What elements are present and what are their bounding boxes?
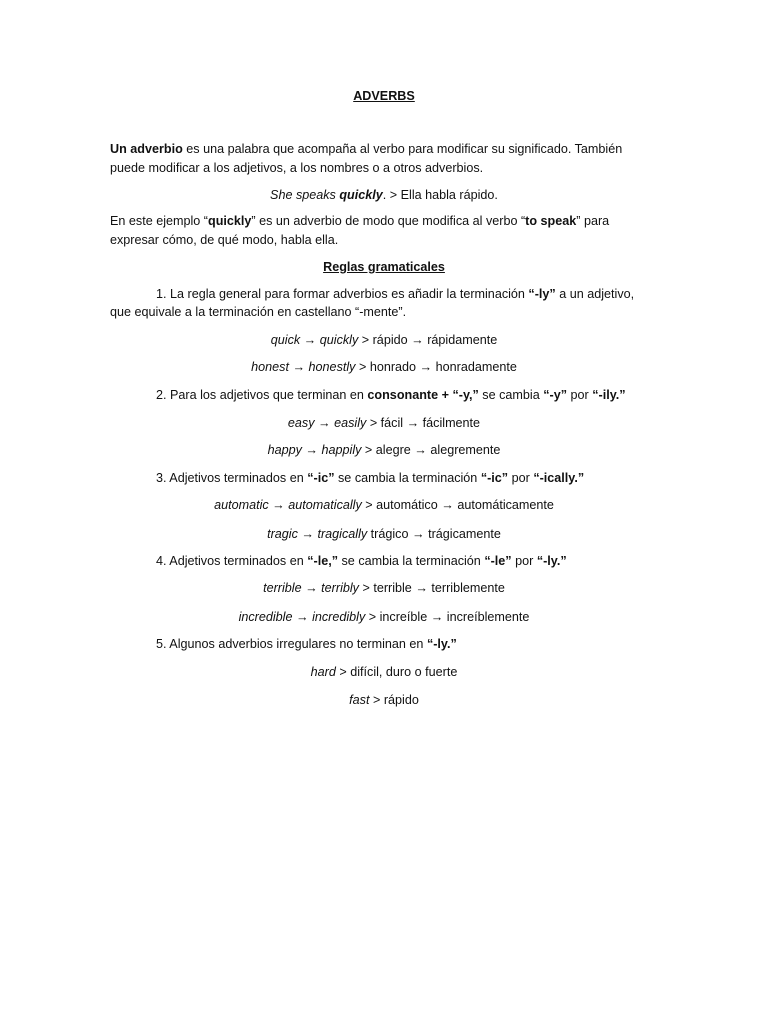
example-line — [0, 579, 768, 598]
rule-suffix: “-ic” — [480, 471, 509, 485]
arrow-icon: → — [268, 498, 289, 512]
arrow-icon: → — [292, 610, 313, 624]
rule-3 — [156, 469, 584, 488]
example-translation: > terrible → terriblemente — [358, 581, 505, 595]
example-line — [0, 525, 768, 544]
arrow-icon: → — [301, 581, 322, 595]
arrow-icon: → — [297, 527, 318, 541]
example-translation: > honrado → honradamente — [355, 360, 517, 374]
example-translation: > rápido → rápidamente — [358, 333, 498, 347]
example-adjective: tragic — [267, 527, 298, 541]
example-adverb: fast — [349, 693, 370, 707]
example-translation: > fácil → fácilmente — [366, 416, 481, 430]
arrow-icon: → — [288, 360, 309, 374]
rule-1-continuation: que equivale a la terminación en castellano “-mente”. — [110, 305, 407, 319]
example-adverb: honestly — [308, 360, 356, 374]
rule-text: por — [511, 554, 537, 568]
example-translation: > increíble → increíblemente — [365, 610, 530, 624]
rule-suffix: consonante + “-y,” — [367, 388, 479, 402]
example-translation: > rápido — [369, 693, 419, 707]
arrow-icon: → — [301, 443, 322, 457]
explanation-word: quickly — [208, 214, 252, 228]
rule-2 — [156, 386, 626, 405]
example-sentence — [0, 186, 768, 205]
rule-suffix: “-ly” — [528, 287, 556, 301]
example-adverb: automatically — [288, 498, 362, 512]
example-italic: She speaks — [270, 188, 340, 202]
example-translation: . > Ella habla rápido. — [382, 188, 498, 202]
rule-text: 3. Adjetivos terminados en — [156, 471, 308, 485]
intro-text: es una palabra que acompaña al verbo para modificar su significado. También puede modificar a los adjetivos, a los nombres o a otros adverbios. — [110, 142, 623, 175]
example-adverb: tragically — [317, 527, 368, 541]
example-bold-word: quickly — [339, 188, 383, 202]
rule-suffix: “-ic” — [307, 471, 335, 485]
example-line — [0, 496, 768, 515]
explanation-paragraph — [110, 212, 640, 250]
example-line — [0, 608, 768, 627]
example-adjective: honest — [251, 360, 289, 374]
explanation-word: to speak — [525, 214, 577, 228]
rule-text: 1. La regla general para formar adverbios es añadir la terminación — [156, 287, 529, 301]
rule-suffix: “-le” — [484, 554, 512, 568]
explanation-text: En este ejemplo “ — [110, 214, 209, 228]
explanation-text: ” es un adverbio de modo que modifica al verbo “ — [251, 214, 526, 228]
intro-paragraph — [110, 140, 640, 178]
rule-suffix: “-ically.” — [533, 471, 585, 485]
example-adjective: terrible — [263, 581, 302, 595]
example-adjective: happy — [267, 443, 302, 457]
section-subtitle: Reglas gramaticales — [323, 260, 445, 274]
rule-4 — [156, 552, 567, 571]
arrow-icon: → — [300, 333, 320, 347]
rule-text: por — [567, 388, 593, 402]
example-translation: trágico → trágicamente — [367, 527, 501, 541]
example-line — [0, 663, 768, 682]
arrow-icon: → — [314, 416, 335, 430]
intro-term: Un adverbio — [110, 142, 183, 156]
example-adverb: quickly — [319, 333, 359, 347]
rule-text: se cambia la terminación — [334, 471, 481, 485]
rule-text: 2. Para los adjetivos que terminan en — [156, 388, 368, 402]
explanation-text: ” para expresar cómo, de qué modo, habla ella. — [110, 214, 610, 247]
rule-text: se cambia la terminación — [338, 554, 485, 568]
example-line — [0, 331, 768, 350]
example-adjective: incredible — [238, 610, 293, 624]
example-adverb: hard — [310, 665, 336, 679]
example-adjective: automatic — [214, 498, 269, 512]
rule-suffix: “-ly.” — [426, 637, 457, 651]
rule-text: se cambia — [478, 388, 544, 402]
rule-text: a un adjetivo, — [555, 287, 635, 301]
rule-1 — [156, 285, 634, 304]
rule-suffix: “-y” — [543, 388, 568, 402]
example-line — [0, 358, 768, 377]
rule-suffix: “-ly.” — [536, 554, 567, 568]
example-adverb: easily — [334, 416, 367, 430]
example-adjective: quick — [270, 333, 301, 347]
example-translation: > alegre → alegremente — [361, 443, 501, 457]
example-translation: > automático → automáticamente — [361, 498, 554, 512]
rule-suffix: “-ily.” — [592, 388, 626, 402]
example-line — [0, 441, 768, 460]
rule-suffix: “-le,” — [307, 554, 339, 568]
example-line — [0, 414, 768, 433]
example-adverb: incredibly — [312, 610, 366, 624]
page-title: ADVERBS — [353, 89, 415, 103]
example-adverb: terribly — [321, 581, 359, 595]
rule-text: 4. Adjetivos terminados en — [156, 554, 308, 568]
rule-text: 5. Algunos adverbios irregulares no terminan en — [156, 637, 427, 651]
example-line — [0, 691, 768, 710]
rule-text: por — [508, 471, 534, 485]
rule-5 — [156, 635, 457, 654]
example-adjective: easy — [287, 416, 315, 430]
example-translation: > difícil, duro o fuerte — [335, 665, 458, 679]
example-adverb: happily — [321, 443, 362, 457]
